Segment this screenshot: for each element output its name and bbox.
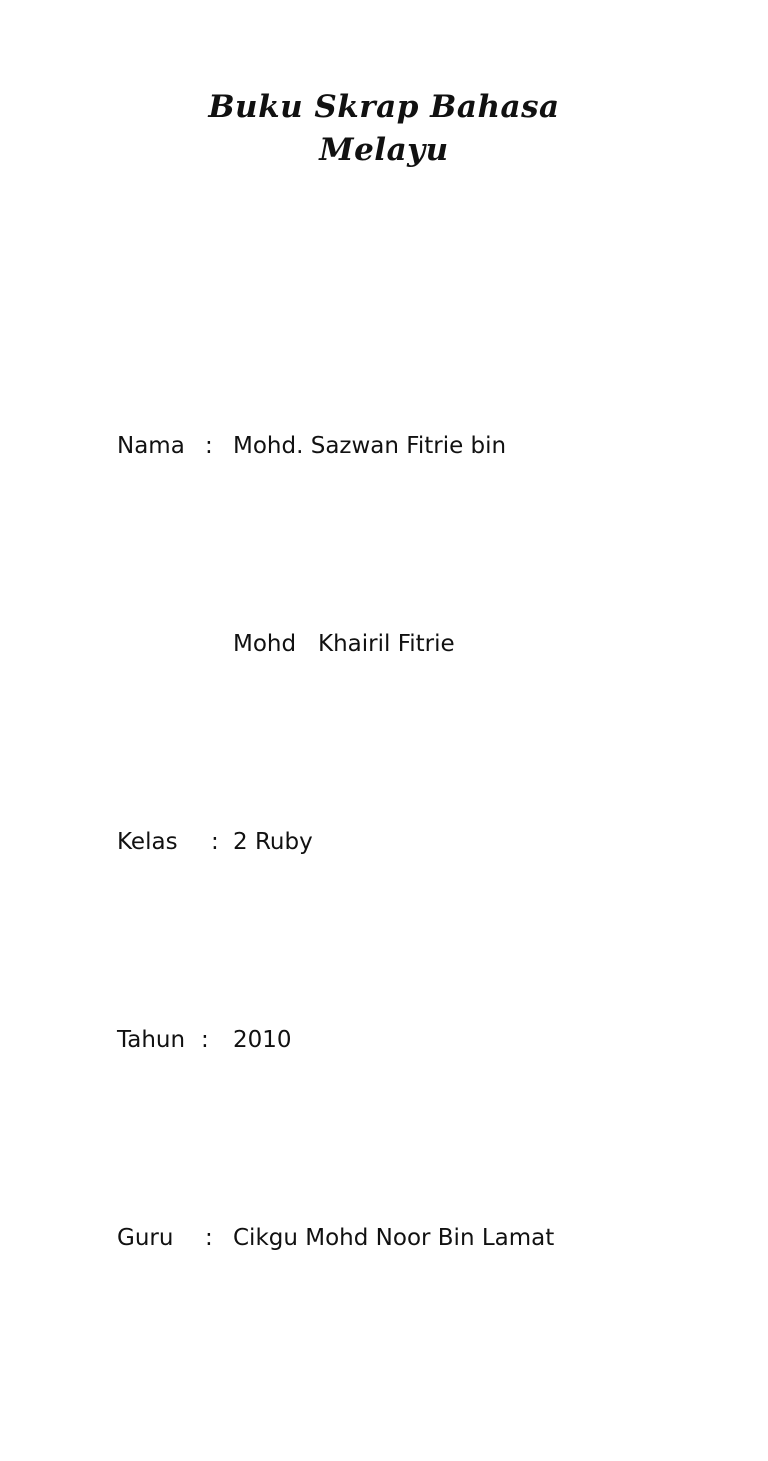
tahun-colon: : <box>201 1026 209 1053</box>
kelas-value: 2 Ruby <box>233 828 313 855</box>
nama-value-line-2: Mohd Khairil Fitrie <box>233 630 455 657</box>
nama-label: Nama <box>117 432 185 459</box>
guru-colon: : <box>205 1224 213 1251</box>
page-title <box>0 86 768 172</box>
kelas-label: Kelas <box>117 828 178 855</box>
nama-continuation-row <box>117 620 455 670</box>
guru-row <box>117 1214 555 1264</box>
title-line-2: Melayu <box>319 132 449 168</box>
title-line-1: Buku Skrap Bahasa <box>208 89 560 125</box>
nama-colon: : <box>205 432 213 459</box>
nama-row <box>117 422 507 472</box>
guru-label: Guru <box>117 1224 174 1251</box>
tahun-row <box>117 1016 292 1066</box>
nama-value-line-1: Mohd. Sazwan Fitrie bin <box>233 432 507 459</box>
guru-value: Cikgu Mohd Noor Bin Lamat <box>233 1224 555 1251</box>
kelas-colon: : <box>211 828 219 855</box>
kelas-row <box>117 818 313 868</box>
tahun-label: Tahun <box>117 1026 186 1053</box>
tahun-value: 2010 <box>233 1026 292 1053</box>
student-info <box>117 273 555 1412</box>
